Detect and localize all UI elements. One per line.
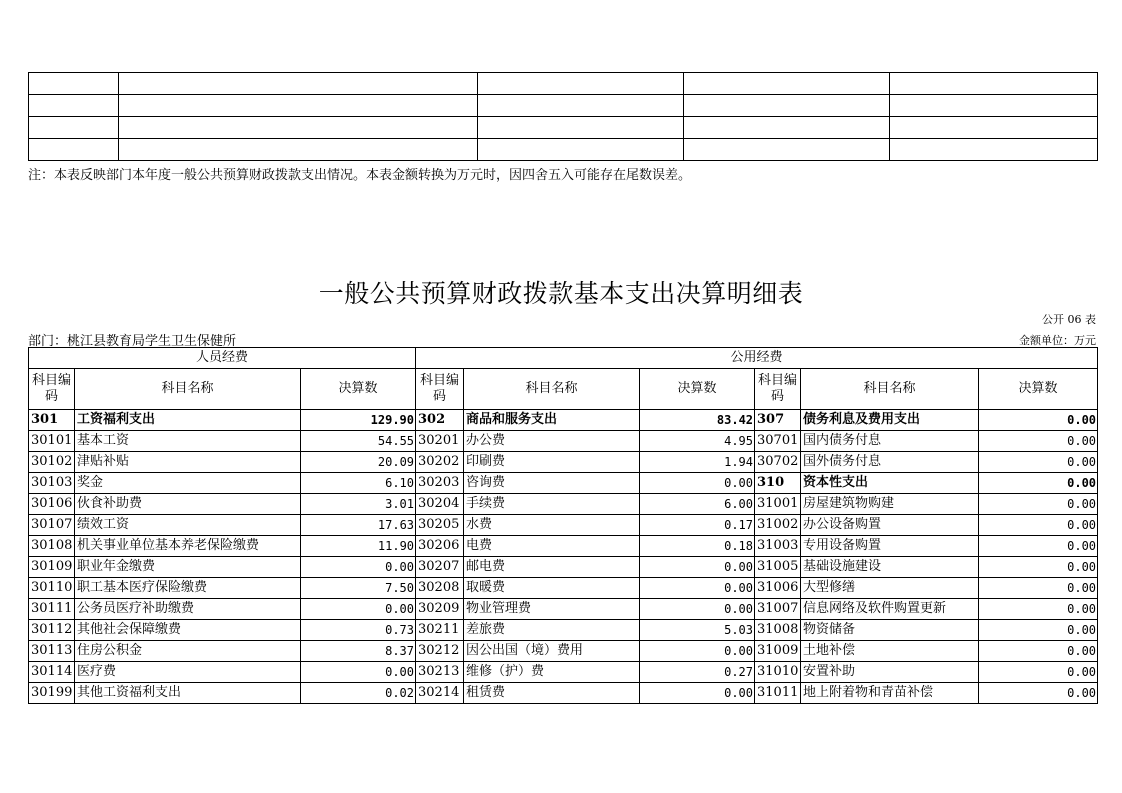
item-name: 土地补偿 <box>801 641 979 662</box>
item-name: 职业年金缴费 <box>75 557 301 578</box>
item-amount: 0.00 <box>979 662 1098 683</box>
item-amount: 0.27 <box>640 662 755 683</box>
item-amount: 17.63 <box>301 515 416 536</box>
item-name: 物业管理费 <box>464 599 640 620</box>
table-row <box>29 599 1098 620</box>
item-code: 302 <box>416 410 464 431</box>
item-amount: 8.37 <box>301 641 416 662</box>
item-amount: 4.95 <box>640 431 755 452</box>
item-code: 30208 <box>416 578 464 599</box>
item-amount: 0.73 <box>301 620 416 641</box>
item-code: 30211 <box>416 620 464 641</box>
item-amount: 0.00 <box>640 473 755 494</box>
item-amount: 0.00 <box>979 641 1098 662</box>
item-amount: 0.00 <box>301 662 416 683</box>
amount-unit-label: 金额单位：万元 <box>1019 334 1096 347</box>
table-row <box>29 431 1098 452</box>
item-amount: 6.00 <box>640 494 755 515</box>
item-code: 30103 <box>29 473 75 494</box>
item-code: 30204 <box>416 494 464 515</box>
col-header-code: 科目编码 <box>29 369 75 410</box>
table-row <box>29 578 1098 599</box>
table-row <box>29 557 1098 578</box>
item-amount: 83.42 <box>640 410 755 431</box>
col-header-code: 科目编码 <box>755 369 801 410</box>
item-code: 31008 <box>755 620 801 641</box>
item-name: 基础设施建设 <box>801 557 979 578</box>
item-name: 手续费 <box>464 494 640 515</box>
item-code: 30212 <box>416 641 464 662</box>
item-name: 机关事业单位基本养老保险缴费 <box>75 536 301 557</box>
item-amount: 0.00 <box>640 599 755 620</box>
item-code: 30199 <box>29 683 75 704</box>
col-header-amount: 决算数 <box>979 369 1098 410</box>
department-label: 部门：桃江县教育局学生卫生保健所 <box>28 334 237 349</box>
item-amount: 7.50 <box>301 578 416 599</box>
table-row <box>29 641 1098 662</box>
item-amount: 20.09 <box>301 452 416 473</box>
item-amount: 0.00 <box>301 599 416 620</box>
expenditure-detail-table <box>28 347 1098 704</box>
item-name: 物资储备 <box>801 620 979 641</box>
item-name: 邮电费 <box>464 557 640 578</box>
item-code: 30702 <box>755 452 801 473</box>
item-name: 地上附着物和青苗补偿 <box>801 683 979 704</box>
item-amount: 0.00 <box>640 557 755 578</box>
form-number: 公开 06 表 <box>1042 313 1096 326</box>
item-amount: 0.17 <box>640 515 755 536</box>
group-public: 公用经费 <box>416 348 1098 369</box>
item-amount: 5.03 <box>640 620 755 641</box>
item-amount: 0.00 <box>301 557 416 578</box>
item-code: 31009 <box>755 641 801 662</box>
item-code: 301 <box>29 410 75 431</box>
item-amount: 0.00 <box>979 578 1098 599</box>
table-row <box>29 683 1098 704</box>
item-name: 职工基本医疗保险缴费 <box>75 578 301 599</box>
item-name: 债务利息及费用支出 <box>801 410 979 431</box>
item-amount: 0.00 <box>979 452 1098 473</box>
item-amount: 0.00 <box>979 683 1098 704</box>
table-body <box>29 410 1098 704</box>
item-name: 其他社会保障缴费 <box>75 620 301 641</box>
item-amount: 0.00 <box>640 683 755 704</box>
col-header-name: 科目名称 <box>464 369 640 410</box>
item-name: 国外债务付息 <box>801 452 979 473</box>
item-amount: 6.10 <box>301 473 416 494</box>
item-amount: 0.00 <box>640 578 755 599</box>
item-amount: 1.94 <box>640 452 755 473</box>
item-name: 津贴补贴 <box>75 452 301 473</box>
item-amount: 3.01 <box>301 494 416 515</box>
item-name: 取暖费 <box>464 578 640 599</box>
table-row <box>29 620 1098 641</box>
item-amount: 0.00 <box>979 431 1098 452</box>
item-name: 医疗费 <box>75 662 301 683</box>
item-name: 办公设备购置 <box>801 515 979 536</box>
item-amount: 129.90 <box>301 410 416 431</box>
group-header-row <box>29 348 1098 369</box>
col-header-code: 科目编码 <box>416 369 464 410</box>
item-code: 30109 <box>29 557 75 578</box>
item-name: 安置补助 <box>801 662 979 683</box>
blank-row <box>29 95 1098 117</box>
item-code: 30108 <box>29 536 75 557</box>
item-name: 印刷费 <box>464 452 640 473</box>
col-header-name: 科目名称 <box>75 369 301 410</box>
item-name: 绩效工资 <box>75 515 301 536</box>
item-amount: 54.55 <box>301 431 416 452</box>
table-row <box>29 536 1098 557</box>
item-code: 310 <box>755 473 801 494</box>
item-code: 30202 <box>416 452 464 473</box>
item-code: 30101 <box>29 431 75 452</box>
item-name: 基本工资 <box>75 431 301 452</box>
item-amount: 0.00 <box>979 410 1098 431</box>
item-code: 30110 <box>29 578 75 599</box>
item-code: 31010 <box>755 662 801 683</box>
item-code: 30114 <box>29 662 75 683</box>
item-name: 电费 <box>464 536 640 557</box>
item-name: 奖金 <box>75 473 301 494</box>
col-header-amount: 决算数 <box>301 369 416 410</box>
item-amount: 0.00 <box>979 473 1098 494</box>
item-code: 30102 <box>29 452 75 473</box>
item-name: 资本性支出 <box>801 473 979 494</box>
previous-table-blank-rows <box>28 72 1098 161</box>
table-row <box>29 515 1098 536</box>
item-code: 31007 <box>755 599 801 620</box>
item-amount: 0.00 <box>979 536 1098 557</box>
item-code: 30201 <box>416 431 464 452</box>
page-title: 一般公共预算财政拨款基本支出决算明细表 <box>318 279 804 308</box>
col-header-name: 科目名称 <box>801 369 979 410</box>
col-header-amount: 决算数 <box>640 369 755 410</box>
item-name: 因公出国（境）费用 <box>464 641 640 662</box>
item-code: 30206 <box>416 536 464 557</box>
blank-row <box>29 139 1098 161</box>
item-name: 租赁费 <box>464 683 640 704</box>
item-amount: 0.00 <box>979 557 1098 578</box>
item-code: 30209 <box>416 599 464 620</box>
item-name: 公务员医疗补助缴费 <box>75 599 301 620</box>
item-amount: 0.18 <box>640 536 755 557</box>
item-name: 水费 <box>464 515 640 536</box>
item-code: 30111 <box>29 599 75 620</box>
item-code: 30207 <box>416 557 464 578</box>
item-code: 31011 <box>755 683 801 704</box>
item-name: 维修（护）费 <box>464 662 640 683</box>
item-name: 工资福利支出 <box>75 410 301 431</box>
table-row <box>29 452 1098 473</box>
item-name: 咨询费 <box>464 473 640 494</box>
item-code: 30205 <box>416 515 464 536</box>
item-amount: 0.00 <box>979 494 1098 515</box>
item-amount: 11.90 <box>301 536 416 557</box>
item-code: 31002 <box>755 515 801 536</box>
item-code: 31005 <box>755 557 801 578</box>
item-code: 30701 <box>755 431 801 452</box>
item-amount: 0.00 <box>979 599 1098 620</box>
item-code: 31006 <box>755 578 801 599</box>
item-code: 31003 <box>755 536 801 557</box>
item-amount: 0.00 <box>979 620 1098 641</box>
item-amount: 0.00 <box>979 515 1098 536</box>
table-row <box>29 410 1098 431</box>
blank-row <box>29 117 1098 139</box>
table-note: 注：本表反映部门本年度一般公共预算财政拨款支出情况。本表金额转换为万元时，因四舍五入可能存在尾数误差。 <box>28 168 692 183</box>
item-code: 30213 <box>416 662 464 683</box>
table-row <box>29 473 1098 494</box>
item-amount: 0.02 <box>301 683 416 704</box>
item-name: 其他工资福利支出 <box>75 683 301 704</box>
column-header-row <box>29 369 1098 410</box>
item-name: 伙食补助费 <box>75 494 301 515</box>
item-code: 30106 <box>29 494 75 515</box>
group-personnel: 人员经费 <box>29 348 416 369</box>
item-name: 房屋建筑物购建 <box>801 494 979 515</box>
item-code: 30203 <box>416 473 464 494</box>
item-name: 差旅费 <box>464 620 640 641</box>
item-name: 国内债务付息 <box>801 431 979 452</box>
table-row <box>29 494 1098 515</box>
blank-row <box>29 73 1098 95</box>
item-name: 专用设备购置 <box>801 536 979 557</box>
item-code: 30112 <box>29 620 75 641</box>
item-code: 30107 <box>29 515 75 536</box>
item-code: 30214 <box>416 683 464 704</box>
item-name: 信息网络及软件购置更新 <box>801 599 979 620</box>
item-name: 大型修缮 <box>801 578 979 599</box>
item-code: 30113 <box>29 641 75 662</box>
table-row <box>29 662 1098 683</box>
item-name: 办公费 <box>464 431 640 452</box>
item-name: 商品和服务支出 <box>464 410 640 431</box>
item-amount: 0.00 <box>640 641 755 662</box>
item-code: 31001 <box>755 494 801 515</box>
item-code: 307 <box>755 410 801 431</box>
item-name: 住房公积金 <box>75 641 301 662</box>
